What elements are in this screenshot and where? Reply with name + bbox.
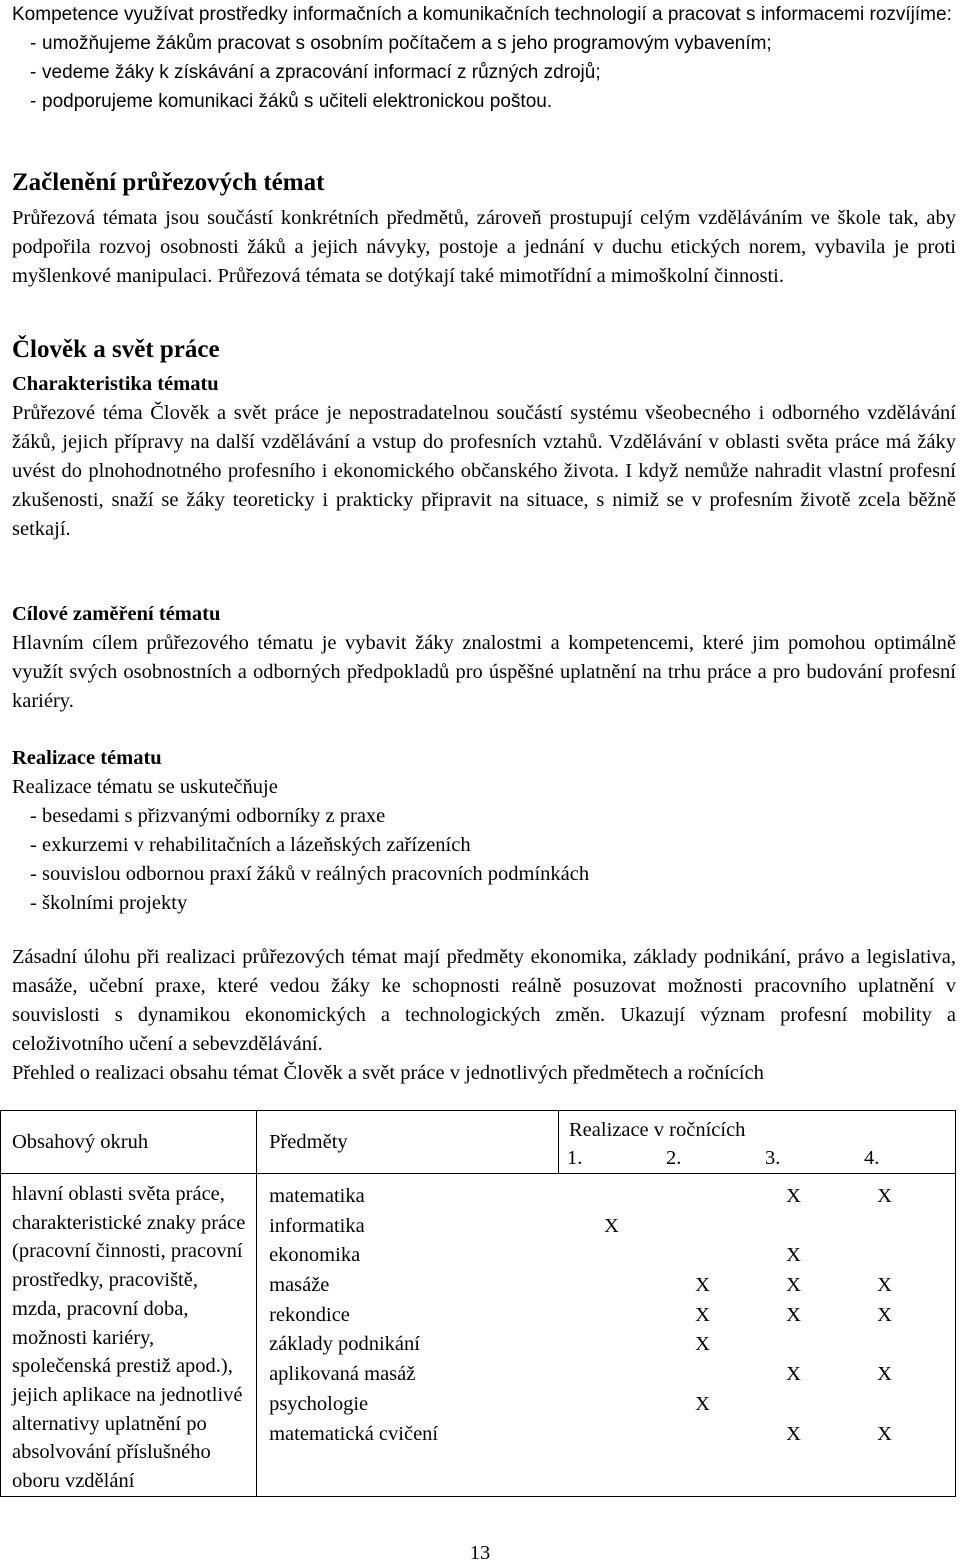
grade-3: 3.: [765, 1147, 781, 1169]
grade-4-mark: [839, 1241, 930, 1271]
subject-name: matematika: [269, 1185, 365, 1207]
grade-1-mark: [566, 1330, 657, 1360]
grade-4-mark: X: [877, 1363, 892, 1386]
grade-3-mark: X: [786, 1303, 801, 1326]
okruh-cell: [1, 1174, 257, 1497]
header-realizace: [559, 1111, 956, 1174]
table-row: [257, 1212, 955, 1242]
grade-2-mark: X: [695, 1333, 710, 1356]
realizace-section: [12, 744, 956, 918]
list-item: - podporujeme komunikaci žáků s učiteli elektronickou poštou.: [12, 87, 956, 116]
subjects-cell: [257, 1174, 956, 1497]
zacleneni-heading: Začlenění průřezových témat: [12, 169, 325, 196]
realizace-intro: Realizace tématu se uskutečňuje: [12, 776, 278, 798]
clovek-heading: Člověk a svět práce: [12, 336, 220, 363]
list-item: - školními projekty: [12, 889, 956, 918]
page-number: 13: [469, 1542, 491, 1564]
charakteristika-heading: Charakteristika tématu: [12, 373, 219, 395]
subject-name: rekondice: [269, 1303, 350, 1326]
grade-1-mark: [566, 1241, 657, 1271]
subject-name: ekonomika: [269, 1244, 361, 1267]
grade-4-mark: X: [877, 1422, 892, 1445]
grade-1-mark: [566, 1182, 657, 1212]
header-okruh-label: Obsahový okruh: [12, 1130, 149, 1153]
list-item: - besedami s přizvanými odborníky z praxe: [12, 802, 956, 831]
subject-name: základy podnikání: [269, 1333, 420, 1356]
grade-4: 4.: [864, 1147, 880, 1169]
prehled-text: Přehled o realizaci obsahu témat Člověk a svět práce v jednotlivých předmětech a ročnících: [12, 1062, 764, 1084]
table-row: [257, 1390, 955, 1420]
grade-3-mark: X: [786, 1274, 801, 1297]
grade-3-mark: [748, 1390, 839, 1420]
charakteristika-text: Průřezové téma Člověk a svět práce je nepostradatelnou součástí systému všeobecného i odborného vzdělávání žáků, jejich přípravy na další vzdělávání a vstup do profesních vztahů. Vzdělávání v oblasti světa práce má žáky uvést do plnohodnotného profesního i ekonomického občanského života. I když nemůže nahradit vlastní profesní zkušenosti, snaží se žáky teoreticky i prakticky připravit na situace, s nimiž se v profesním životě zcela běžně setkají.: [12, 402, 956, 540]
grade-3-mark: X: [786, 1244, 801, 1267]
grade-1-mark: X: [604, 1214, 619, 1237]
table-row: [257, 1330, 955, 1360]
subject-list: [257, 1182, 955, 1449]
list-item: - souvislou odbornou praxí žáků v reálných pracovních podmínkách: [12, 860, 956, 889]
intro-list: [12, 29, 956, 116]
table-body-row: [1, 1174, 956, 1497]
grade-2-mark: X: [695, 1303, 710, 1326]
cilove-heading: Cílové zaměření tématu: [12, 603, 221, 625]
table-row: [257, 1182, 955, 1212]
realizace-heading: Realizace tématu: [12, 747, 162, 769]
subject-name: aplikovaná masáž: [269, 1363, 416, 1386]
grade-1-mark: [566, 1301, 657, 1331]
grade-3-mark: [748, 1330, 839, 1360]
table-row: [257, 1420, 955, 1450]
zacleneni-text: Průřezová témata jsou součástí konkrétních předmětů, zároveň prostupují celým vzděláváním ve škole tak, aby podpořila rozvoj osobnosti žáků a jejich návyky, postoje a jednání v duchu etických norem, vybavila je proti myšlenkové manipulaci. Průřezová témata se dotýkají také mimotřídní a mimoškolní činnosti.: [12, 207, 956, 287]
grade-2-mark: [657, 1212, 748, 1242]
header-okruh: [1, 1111, 257, 1174]
cilove-text: Hlavním cílem průřezového tématu je vybavit žáky znalostmi a kompetencemi, které jim pomohou optimálně využít svých osobnostních a odborných předpokladů pro úspěšné uplatnění na trhu práce a pro budování profesní kariéry.: [12, 632, 956, 712]
grade-1: 1.: [567, 1147, 583, 1169]
list-item: - exkurzemi v rehabilitačních a lázeňských zařízeních: [12, 831, 956, 860]
grade-1-mark: [566, 1271, 657, 1301]
grades-row: [559, 1144, 955, 1172]
grade-2-mark: [657, 1360, 748, 1390]
okruh-text: hlavní oblasti světa práce, charakteristické znaky práce (pracovní činnosti, pracovní prostředky, pracoviště, mzda, pracovní doba, možnosti kariéry, společenská prestiž apod.), jejich aplikace na jednotlivé alternativy uplatnění po absolvování příslušného oboru vzdělání: [12, 1183, 246, 1493]
grade-2-mark: X: [695, 1392, 710, 1415]
table-row: [257, 1360, 955, 1390]
grade-2-mark: [657, 1182, 748, 1212]
grade-4-mark: [839, 1390, 930, 1420]
grade-2: 2.: [666, 1147, 682, 1169]
grade-3-mark: X: [786, 1363, 801, 1386]
zasadni-section: [12, 943, 956, 1088]
grade-1-mark: [566, 1420, 657, 1450]
subject-name: matematická cvičení: [269, 1422, 439, 1445]
grade-4-mark: X: [877, 1185, 892, 1207]
realizace-list: [12, 802, 956, 918]
intro-section: [12, 0, 956, 116]
zasadni-text: Zásadní úlohu při realizaci průřezových témat mají předměty ekonomika, základy podnikání, právo a legislativa, masáže, učební praxe, které vedou žáky ke schopnosti reálně posuzovat možnosti pracovního uplatnění v souvislosti s dynamikou ekonomických a technologických změn. Ukazují význam profesní mobility a celoživotního učení a sebevzdělávání.: [12, 946, 956, 1055]
header-predmety: [257, 1111, 559, 1174]
grade-1-mark: [566, 1390, 657, 1420]
zacleneni-section: [12, 167, 956, 291]
grade-4-mark: X: [877, 1274, 892, 1297]
grade-3-mark: [748, 1212, 839, 1242]
grade-2-mark: [657, 1241, 748, 1271]
grade-1-mark: [566, 1360, 657, 1390]
intro-text: Kompetence využívat prostředky informačních a komunikačních technologií a pracovat s informacemi rozvíjíme:: [12, 4, 952, 25]
subject-name: masáže: [269, 1274, 330, 1297]
grade-4-mark: X: [877, 1303, 892, 1326]
cilove-section: [12, 600, 956, 716]
clovek-section: [12, 334, 956, 544]
grade-4-mark: [839, 1212, 930, 1242]
grade-4-mark: [839, 1330, 930, 1360]
realization-table: [0, 1110, 956, 1497]
header-predmety-label: Předměty: [269, 1130, 348, 1153]
grade-3-mark: X: [786, 1185, 801, 1207]
subject-name: informatika: [269, 1214, 365, 1237]
header-realizace-label: Realizace v ročnících: [569, 1119, 746, 1141]
table-header-row: [1, 1111, 956, 1174]
grade-3-mark: X: [786, 1422, 801, 1445]
subject-name: psychologie: [269, 1392, 369, 1415]
grade-2-mark: [657, 1420, 748, 1450]
grade-2-mark: X: [695, 1274, 710, 1297]
list-item: - vedeme žáky k získávání a zpracování informací z různých zdrojů;: [12, 58, 956, 87]
table-row: [257, 1301, 955, 1331]
table-row: [257, 1271, 955, 1301]
list-item: - umožňujeme žákům pracovat s osobním počítačem a s jeho programovým vybavením;: [12, 29, 956, 58]
table-row: [257, 1241, 955, 1271]
